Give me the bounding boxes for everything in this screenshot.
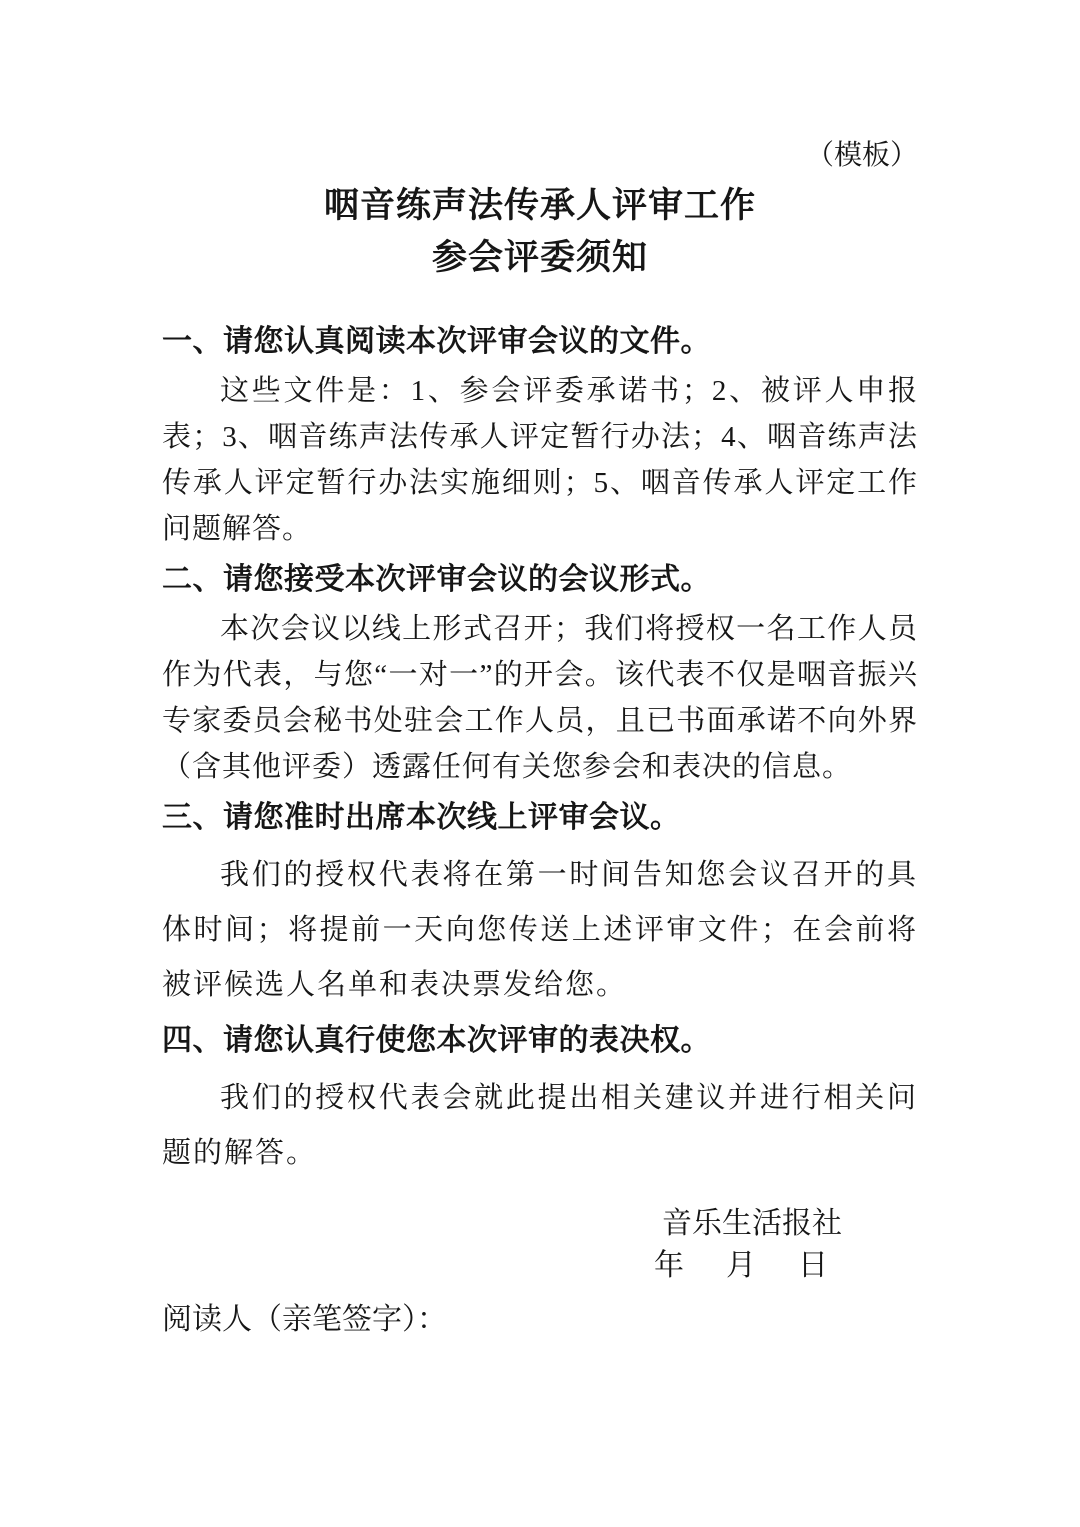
section-4-body: 我们的授权代表会就此提出相关建议并进行相关问题的解答。 xyxy=(162,1082,918,1169)
section-3-heading: 三、请您准时出席本次线上评审会议。 xyxy=(162,801,681,834)
section-2-body: 本次会议以线上形式召开；我们将授权一名工作人员作为代表，与您“一对一”的开会。该代表不仅是咽音振兴专家委员会秘书处驻会工作人员，且已书面承诺不向外界（含其他评委）透露任何有关您参会和表决的信息。 xyxy=(162,613,918,783)
section-2 xyxy=(162,560,918,790)
signature-organization: 音乐生活报社 xyxy=(662,1207,842,1240)
document-title-line1: 咽音练声法传承人评审工作 xyxy=(323,186,756,225)
section-2-heading: 二、请您接受本次评审会议的会议形式。 xyxy=(162,563,711,596)
reader-signature-label: 阅读人（亲笔签字）： xyxy=(162,1303,447,1336)
document-title-line2: 参会评委须知 xyxy=(431,238,648,277)
section-3 xyxy=(162,798,918,1013)
section-1-heading: 一、请您认真阅读本次评审会议的文件。 xyxy=(162,325,711,358)
signature-date-line: 年 月 日 xyxy=(654,1249,834,1282)
section-4-heading: 四、请您认真行使您本次评审的表决权。 xyxy=(162,1024,711,1057)
section-1 xyxy=(162,322,918,552)
section-3-body: 我们的授权代表将在第一时间告知您会议召开的具体时间；将提前一天向您传送上述评审文件；在会前将被评候选人名单和表决票发给您。 xyxy=(162,859,918,1001)
section-4 xyxy=(162,1021,918,1181)
section-1-body: 这些文件是：1、参会评委承诺书；2、被评人申报表；3、咽音练声法传承人评定暂行办法；4、咽音练声法传承人评定暂行办法实施细则；5、咽音传承人评定工作问题解答。 xyxy=(162,375,918,545)
template-tag: （模板） xyxy=(805,140,918,171)
